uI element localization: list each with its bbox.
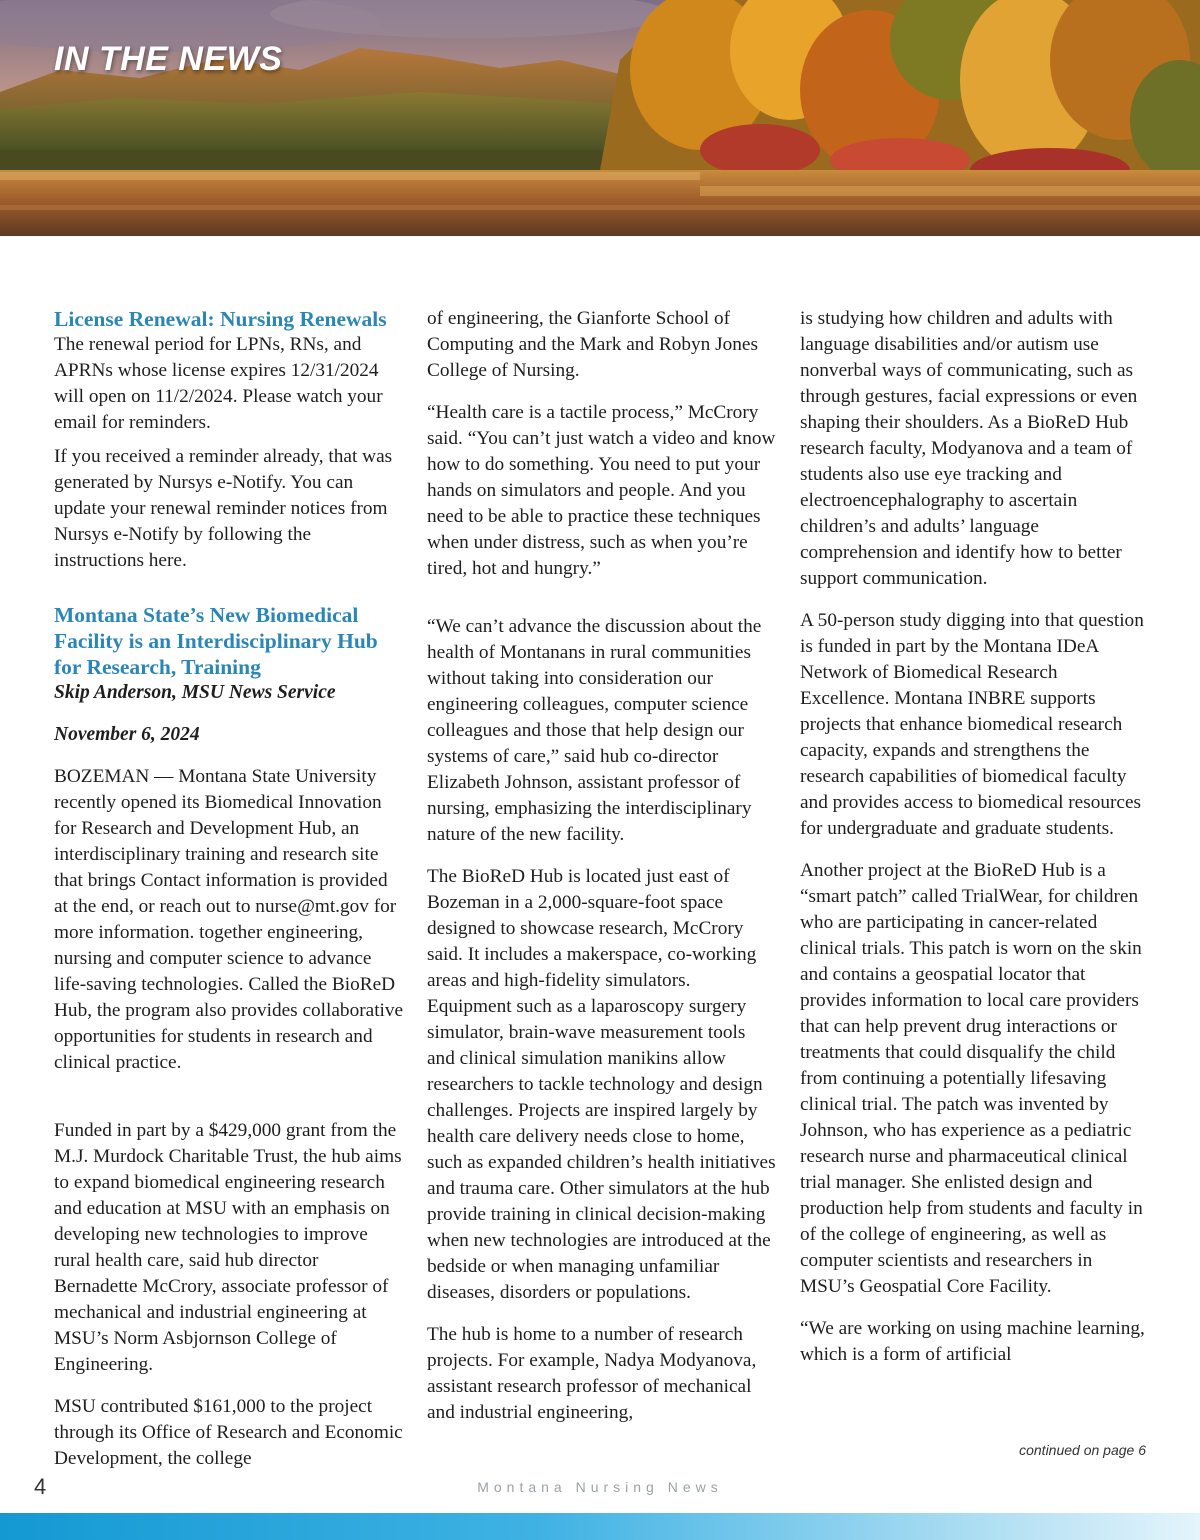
article-paragraph: MSU contributed $161,000 to the project through its Office of Research and Economic Development, the college [54,1396,403,1469]
column-2 [427,306,777,1442]
article-paragraph: of engineering, the Gianforte School of Computing and the Mark and Robyn Jones College of Nursing. [427,308,758,381]
column-3 [800,306,1150,1384]
article-paragraph: “We are working on using machine learning, which is a form of artificial [800,1318,1145,1365]
article-paragraph: “Health care is a tactile process,” McCrory said. “You can’t just watch a video and know how to do something. You need to put your hands on simulators and people. And you need to be able to practice these techniques when under distress, such as when you’re tired, hot and hungry.” [427,402,776,579]
article-heading-biomedical-hub: Montana State’s New Biomedical Facility is an Interdisciplinary Hub for Research, Training [54,603,378,679]
article-heading-license-renewal: License Renewal: Nursing Renewals [54,307,387,331]
article-paragraph: The BioReD Hub is located just east of Bozeman in a 2,000-square-foot space designed to showcase research, McCrory said. It includes a makerspace, co-working areas and high-fidelity simulators. Equipment such as a laparoscopy surgery simulator, brain-wave measurement tools and clinical simulation manikins allow researchers to tackle technology and design challenges. Projects are inspired largely by health care delivery needs close to home, such as expanded children’s health initiatives and trauma care. Other simulators at the hub provide training in clinical decision-making when new technologies are introduced at the bedside or when managing unfamiliar diseases, disorders or populations. [427,866,776,1303]
footer-publication-title: Montana Nursing News [477,1479,723,1495]
article-paragraph: A 50-person study digging into that question is funded in part by the Montana IDeA Network of Biomedical Research Excellence. Montana INBRE supports projects that enhance biomedical research capacity, expands and strengthens the research capabilities of biomedical faculty and provides access to biomedical resources for undergraduate and graduate students. [800,610,1144,839]
article-paragraph: The renewal period for LPNs, RNs, and APRNs whose license expires 12/31/2024 will open on 11/2/2024. Please watch your email for reminders. [54,334,383,433]
article-date: November 6, 2024 [54,724,200,745]
article-paragraph: is studying how children and adults with language disabilities and/or autism use nonverbal ways of communicating, such as through gestures, facial expressions or even shaping their shoulders. As a BioReD Hub research faculty, Modyanova and a team of students also use eye tracking and electroencephalography to ascertain children’s and adults’ language comprehension and identify how to better support communication. [800,308,1138,589]
article-header-biomedical [54,602,404,748]
article-paragraph: “We can’t advance the discussion about the health of Montanans in rural communities without taking into consideration our engineering colleagues, computer science colleagues and those that help design our systems of care,” said hub co-director Elizabeth Johnson, assistant professor of nursing, emphasizing the interdisciplinary nature of the new facility. [427,616,762,845]
banner [0,0,1200,236]
article-paragraph: BOZEMAN — Montana State University recently opened its Biomedical Innovation for Research and Development Hub, an interdisciplinary training and research site that brings Contact information is provided at the end, or reach out to nurse@mt.gov for more information. together engineering, nursing and computer science to advance life-saving technologies. Called the BioReD Hub, the program also provides collaborative opportunities for students in research and clinical practice. [54,766,404,1073]
article-paragraph: Another project at the BioReD Hub is a “smart patch” called TrialWear, for children who are participating in cancer-related clinical trials. This patch is worn on the skin and contains a geospatial locator that provides information to local care providers that can help prevent drug interactions or treatments that could disqualify the child from continuing a potentially lifesaving clinical trial. The patch was invented by Johnson, who has experience as a pediatric research nurse and pharmaceutical clinical trial manager. She enlisted design and production help from students and faculty in of the college of engineering, as well as computer scientists and researchers in MSU’s Geospatial Core Facility. [800,860,1143,1297]
column-1 [54,306,404,1488]
article-paragraph: If you received a reminder already, that was generated by Nursys e-Notify. You can update your renewal reminder notices from Nursys e-Notify by following the instructions here. [54,446,393,571]
page-number: 4 [34,1474,47,1499]
continued-note: continued on page 6 [1019,1442,1146,1458]
article-paragraph: The hub is home to a number of research projects. For example, Nadya Modyanova, assistant research professor of mechanical and industrial engineering, [427,1324,757,1423]
banner-title: IN THE NEWS [54,40,283,78]
footer-gradient-bar [0,1513,1200,1540]
article-paragraph: Funded in part by a $429,000 grant from the M.J. Murdock Charitable Trust, the hub aims to expand biomedical engineering research and education at MSU with an emphasis on developing new technologies to improve rural health care, said hub director Bernadette McCrory, associate professor of mechanical and industrial engineering at MSU’s Norm Asbjornson College of Engineering. [54,1120,402,1375]
banner-landscape-image [0,0,1200,236]
article-author: Skip Anderson, MSU News Service [54,682,336,703]
